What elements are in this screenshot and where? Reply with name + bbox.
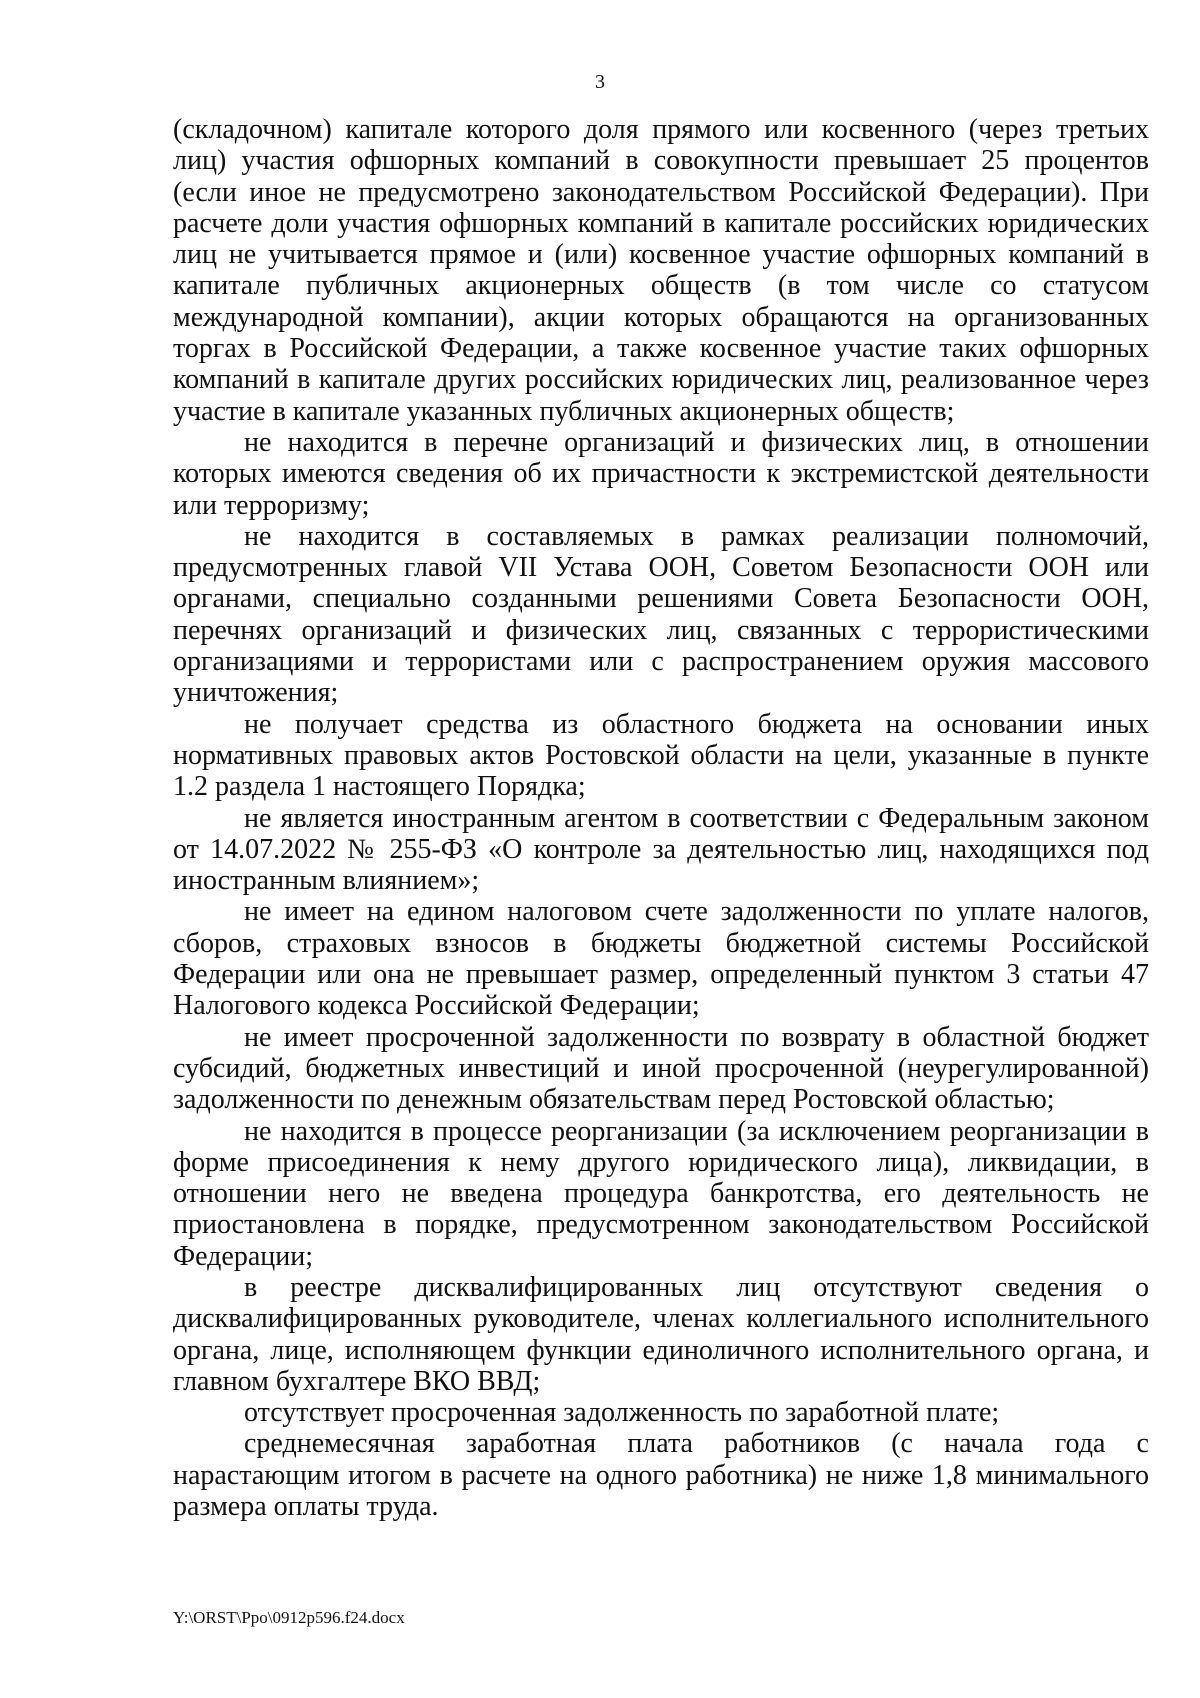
paragraph-un-sanctions-list: не находится в составляемых в рамках реализации полномочий, предусмотренных главой VII Устава ООН, Советом Безопасности ООН или органами, специально созданными решениями Совета Безопасности ООН, перечнях организаций и физических лиц, связанных с террористическими организациями и террористами или с распространением оружия массового уничтожения; [173,520,1149,709]
paragraph-no-other-budget-funds: не получает средства из областного бюджета на основании иных нормативных правовых актов Ростовской области на цели, указанные в пункте 1.2 раздела 1 настоящего Порядка; [173,708,1149,803]
paragraph-average-monthly-salary: среднемесячная заработная плата работников (с начала года с нарастающим итогом в расчете на одного работника) не ниже 1,8 минимального размера оплаты труда. [173,1428,1149,1523]
paragraph-offshore-capital: (складочном) капитале которого доля прямого или косвенного (через третьих лиц) участия офшорных компаний в совокупности превышает 25 процентов (если иное не предусмотрено законодательством Российской Федерации). При расчете доли участия офшорных компаний в капитале российских юридических лиц не учитывается прямое и (или) косвенное участие офшорных компаний в капитале публичных акционерных обществ (в том числе со статусом международной компании), акции которых обращаются на организованных торгах в Российской Федерации, а также косвенное участие таких офшорных компаний в капитале других российских юридических лиц, реализованное через участие в капитале указанных публичных акционерных обществ; [173,114,1149,427]
document-body [173,114,1149,1522]
paragraph-extremism-list: не находится в перечне организаций и физических лиц, в отношении которых имеются сведения об их причастности к экстремистской деятельности или терроризму; [173,426,1149,521]
paragraph-no-salary-arrears: отсутствует просроченная задолженность по заработной плате; [244,1397,1000,1429]
paragraph-no-overdue-budget-debt: не имеет просроченной задолженности по возврату в областной бюджет субсидий, бюджетных инвестиций и иной просроченной (неурегулированной) задолженности по денежным обязательствам перед Ростовской областью; [173,1021,1149,1116]
footer-file-path: Y:\ORST\Ppo\0912p596.f24.docx [173,1608,405,1627]
paragraph-disqualified-persons-registry: в реестре дисквалифицированных лиц отсутствуют сведения о дисквалифицированных руководителе, членах коллегиального исполнительного органа, лице, исполняющем функции единоличного исполнительного органа, и главном бухгалтере ВКО ВВД; [173,1271,1149,1397]
page-number: 3 [595,71,605,93]
paragraph-no-tax-debt: не имеет на едином налоговом счете задолженности по уплате налогов, сборов, страховых взносов в бюджеты бюджетной системы Российской Федерации или она не превышает размер, определенный пунктом 3 статьи 47 Налогового кодекса Российской Федерации; [173,896,1149,1022]
paragraph-not-foreign-agent: не является иностранным агентом в соответствии с Федеральным законом от 14.07.2022 № 255-ФЗ «О контроле за деятельностью лиц, находящихся под иностранным влиянием»; [173,802,1149,897]
paragraph-no-reorganization: не находится в процессе реорганизации (за исключением реорганизации в форме присоединения к нему другого юридического лица), ликвидации, в отношении него не введена процедура банкротства, его деятельность не приостановлена в порядке, предусмотренном законодательством Российской Федерации; [173,1115,1149,1272]
